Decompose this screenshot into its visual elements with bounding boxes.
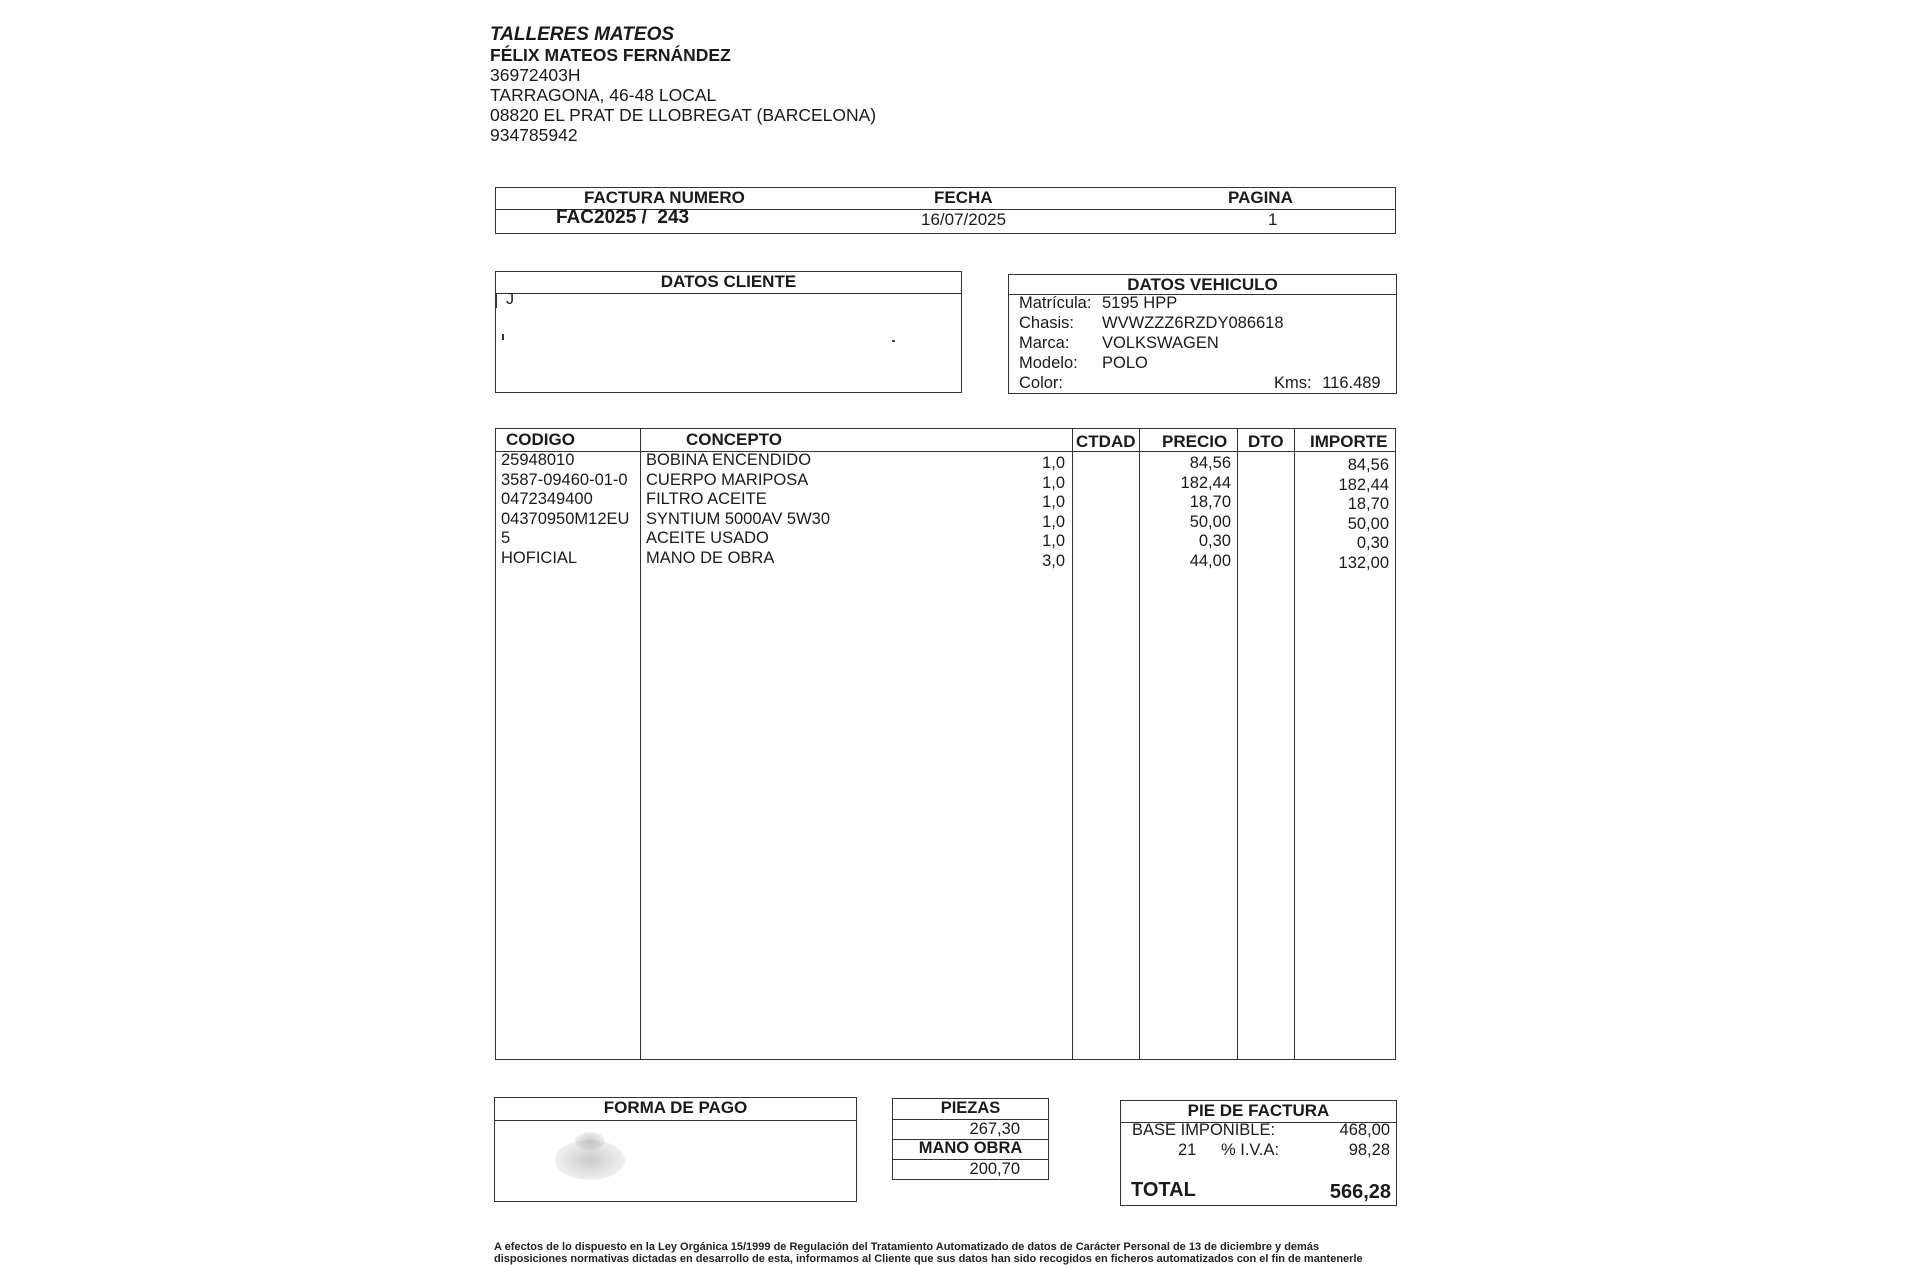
- invoice-date-value: 16/07/2025: [921, 210, 1007, 229]
- divider: [496, 293, 961, 294]
- parts-labor-box: [892, 1098, 1049, 1180]
- item-qty: 1,0: [1042, 532, 1065, 550]
- table-row: [496, 529, 1395, 552]
- vehicle-color-row: [1019, 374, 1102, 393]
- brand-label: Marca:: [1019, 334, 1070, 352]
- item-concept: CUERPO MARIPOSA: [646, 470, 809, 489]
- invoice-number-value: FAC2025 / 243: [556, 207, 690, 228]
- plate-label: Matrícula:: [1019, 294, 1092, 312]
- vehicle-model-row: [1019, 354, 1148, 373]
- header-discount: DTO: [1248, 432, 1284, 451]
- totals-title: PIE DE FACTURA: [1187, 1101, 1330, 1120]
- labor-label: MANO OBRA: [918, 1139, 1023, 1157]
- vehicle-box: [1008, 274, 1397, 394]
- item-concept: BOBINA ENCENDIDO: [646, 451, 812, 469]
- vehicle-brand-row: [1019, 334, 1219, 353]
- invoice-header-box: [495, 187, 1396, 234]
- vat-label: % I.V.A:: [1221, 1141, 1280, 1159]
- labor-value: 200,70: [969, 1160, 1020, 1178]
- chassis-label: Chasis:: [1019, 314, 1075, 332]
- color-label: Color:: [1019, 374, 1064, 392]
- divider: [495, 1120, 856, 1121]
- table-row: [496, 548, 1395, 572]
- vehicle-chassis-row: [1019, 314, 1284, 333]
- owner-name: FÉLIX MATEOS FERNÁNDEZ: [490, 45, 731, 65]
- kms-row: [1274, 374, 1381, 393]
- tax-id: 36972403H: [490, 65, 581, 85]
- mark: [892, 340, 895, 342]
- item-concept: FILTRO ACEITE: [646, 490, 767, 508]
- header-qty: CTDAD: [1076, 432, 1136, 451]
- item-price: 50,00: [1189, 512, 1231, 531]
- vehicle-plate-row: [1019, 294, 1177, 313]
- base-value: 468,00: [1339, 1121, 1390, 1139]
- item-code: 25948010: [501, 451, 575, 469]
- total-value: 566,28: [1329, 1181, 1391, 1203]
- item-qty: 3,0: [1042, 551, 1065, 570]
- item-amount: 182,44: [1338, 475, 1389, 494]
- payment-box: [494, 1097, 857, 1202]
- table-row: [496, 470, 1395, 494]
- item-code: 0472349400: [501, 490, 593, 508]
- mark: [496, 294, 497, 308]
- legal-line-2: disposiciones normativas dictadas en desarrollo de esta, informamos al Cliente que sus datos han sido recogidos en ficheros automatizados con el fin de mantenerle: [494, 1253, 1363, 1265]
- item-code: HOFICIAL: [501, 548, 578, 567]
- item-price: 84,56: [1189, 454, 1231, 472]
- header-code: CODIGO: [506, 430, 575, 449]
- vat-rate: 21: [1178, 1141, 1197, 1159]
- item-amount: 84,56: [1347, 456, 1389, 474]
- chassis-value: WVWZZZ6RZDY086618: [1102, 314, 1284, 332]
- item-price: 44,00: [1189, 551, 1231, 570]
- address-line-2: 08820 EL PRAT DE LLOBREGAT (BARCELONA): [490, 105, 877, 125]
- item-code: 04370950M12EU: [501, 509, 630, 528]
- totals-box: [1120, 1100, 1397, 1206]
- item-amount: 0,30: [1356, 534, 1389, 552]
- item-qty: 1,0: [1042, 473, 1065, 492]
- parts-label: PIEZAS: [940, 1099, 1001, 1117]
- item-concept: MANO DE OBRA: [646, 548, 775, 567]
- base-label: BASE IMPONIBLE:: [1132, 1121, 1276, 1139]
- model-label: Modelo:: [1019, 354, 1078, 372]
- client-title: DATOS CLIENTE: [660, 272, 797, 291]
- model-value: POLO: [1102, 354, 1148, 372]
- invoice-number-label: FACTURA NUMERO: [584, 188, 745, 207]
- item-amount: 18,70: [1347, 495, 1389, 513]
- kms-value: 116.489: [1322, 374, 1381, 392]
- mark: [502, 334, 504, 340]
- legal-note: [494, 1241, 1394, 1265]
- item-price: 18,70: [1189, 493, 1231, 511]
- legal-line-1: A efectos de lo dispuesto en la Ley Orgánica 15/1999 de Regulación del Tratamiento Automatizado de datos de Carácter Personal de 13 de diciembre y demás: [494, 1241, 1320, 1253]
- item-code: 5: [501, 529, 511, 547]
- client-box: [495, 271, 962, 393]
- business-name: TALLERES MATEOS: [490, 24, 675, 45]
- parts-value: 267,30: [969, 1120, 1020, 1138]
- table-row: [496, 509, 1395, 533]
- header-concept: CONCEPTO: [686, 430, 783, 449]
- table-row: [496, 490, 1395, 513]
- item-concept: SYNTIUM 5000AV 5W30: [646, 509, 831, 528]
- payment-title: FORMA DE PAGO: [603, 1098, 748, 1117]
- item-qty: 1,0: [1042, 493, 1065, 511]
- brand-value: VOLKSWAGEN: [1102, 334, 1219, 352]
- item-qty: 1,0: [1042, 454, 1065, 472]
- stamp-smudge: [575, 1132, 605, 1150]
- table-row: [496, 451, 1395, 474]
- vat-value: 98,28: [1348, 1141, 1390, 1159]
- address-line-1: TARRAGONA, 46-48 LOCAL: [490, 85, 717, 105]
- item-price: 0,30: [1198, 532, 1231, 550]
- item-qty: 1,0: [1042, 512, 1065, 531]
- invoice-page-value: 1: [1268, 210, 1278, 229]
- vehicle-title: DATOS VEHICULO: [1127, 275, 1278, 294]
- item-code: 3587-09460-01-0: [501, 470, 628, 489]
- phone: 934785942: [490, 125, 578, 145]
- client-line-1: J: [506, 291, 514, 308]
- item-concept: ACEITE USADO: [646, 529, 769, 547]
- invoice-page-label: PAGINA: [1228, 188, 1293, 207]
- issuer-block: [490, 25, 876, 145]
- item-amount: 50,00: [1347, 514, 1389, 533]
- header-amount: IMPORTE: [1310, 432, 1388, 451]
- items-table: [495, 428, 1396, 1060]
- header-price: PRECIO: [1162, 432, 1228, 451]
- total-label: TOTAL: [1131, 1179, 1196, 1201]
- invoice-date-label: FECHA: [934, 188, 993, 207]
- item-amount: 132,00: [1338, 553, 1389, 572]
- kms-label: Kms:: [1274, 374, 1312, 392]
- item-price: 182,44: [1180, 473, 1231, 492]
- plate-value: 5195 HPP: [1102, 294, 1178, 312]
